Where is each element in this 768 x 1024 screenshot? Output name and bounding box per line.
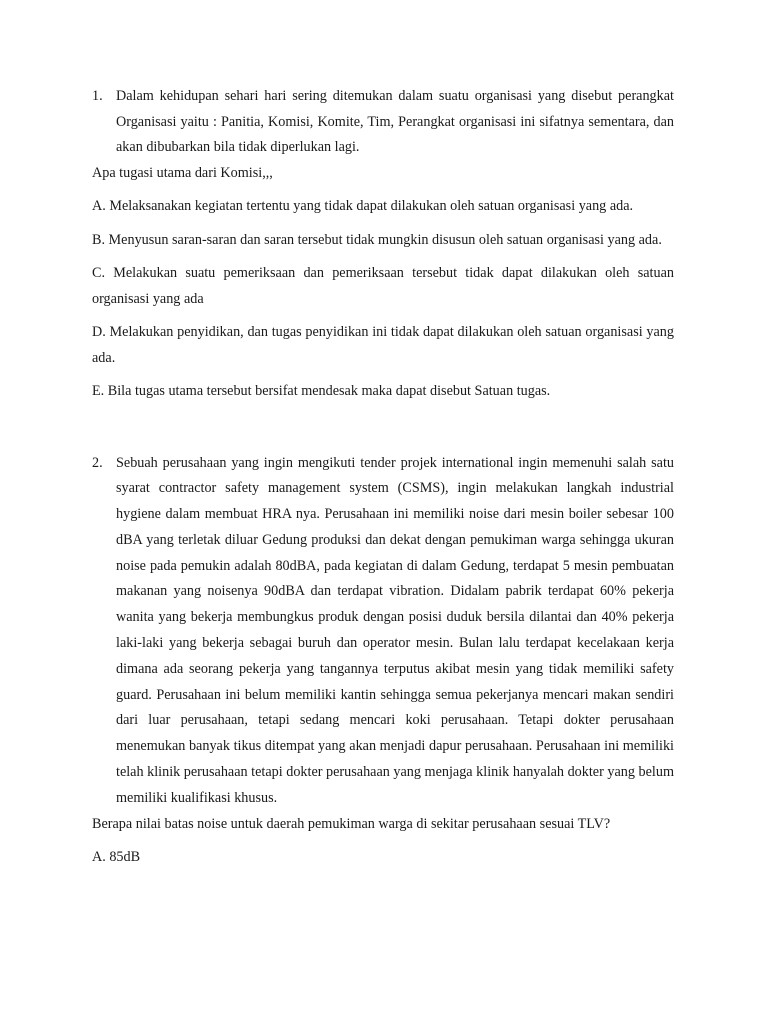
answer-option-a: A. 85dB xyxy=(92,849,141,866)
question-number: 2. xyxy=(92,454,103,471)
question-text: Dalam kehidupan sehari hari sering ditemukan dalam suatu organisasi yang disebut perangkat Organisasi yaitu : Panitia, Komisi, Komite, Tim, Perangkat organisasi ini sifatnya sementara, dan akan dibubarkan bila tidak diperlukan lagi. xyxy=(116,88,674,155)
question-1 xyxy=(92,84,674,161)
document-page xyxy=(92,84,674,871)
spacer xyxy=(92,405,674,451)
answer-option-a: A. Melaksanakan kegiatan tertentu yang tidak dapat dilakukan oleh satuan organisasi yang ada. xyxy=(92,198,634,214)
question-2 xyxy=(92,451,674,812)
question-prompt: Berapa nilai batas noise untuk daerah pemukiman warga di sekitar perusahaan sesuai TLV? xyxy=(92,815,611,832)
question-prompt: Apa tugasi utama dari Komisi,,, xyxy=(92,164,273,181)
answer-option-c: C. Melakukan suatu pemeriksaan dan pemeriksaan tersebut tidak dapat dilakukan oleh satuan organisasi yang ada xyxy=(92,265,674,307)
answer-option-e: E. Bila tugas utama tersebut bersifat mendesak maka dapat disebut Satuan tugas. xyxy=(92,383,551,399)
question-text: Sebuah perusahaan yang ingin mengikuti tender projek international ingin memenuhi salah satu syarat contractor safety management system (CSMS), ingin melakukan langkah industrial hygiene dalam membuat HRA nya. Perusahaan ini memiliki noise dari mesin boiler sebesar 100 dBA yang terletak diluar Gedung produksi dan dekat dengan pemukiman warga sehingga ukuran noise pada pemukin adalah 80dBA, pada kegiatan di dalam Gedung, terdapat 5 mesin pembuatan makanan yang noisenya 90dBA dan terdapat vibration. Didalam pabrik terdapat 60% pekerja wanita yang bekerja membungkus produk dengan posisi duduk bersila dilantai dan 40% pekerja laki-laki yang bekerja sebagai buruh dan operator mesin. Bulan lalu terdapat kecelakaan kerja dimana ada seorang pekerja yang tangannya terputus akibat mesin yang tidak memiliki safety guard. Perusahaan ini belum memiliki kantin sehingga semua pekerjanya mencari makan sendiri dari luar perusahaan, tetapi sedang mencari koki perusahaan. Tetapi dokter perusahaan menemukan banyak tikus ditempat yang akan menjadi dapur perusahaan. Perusahaan ini memiliki telah klinik perusahaan tetapi dokter perusahaan yang menjaga klinik hanyalah dokter yang belum memiliki kualifikasi khusus. xyxy=(116,454,674,806)
answer-option-b: B. Menyusun saran-saran dan saran tersebut tidak mungkin disusun oleh satuan organisasi yang ada. xyxy=(92,231,662,248)
answer-option-d: D. Melakukan penyidikan, dan tugas penyidikan ini tidak dapat dilakukan oleh satuan organisasi yang ada. xyxy=(92,324,674,366)
question-number: 1. xyxy=(92,88,103,104)
